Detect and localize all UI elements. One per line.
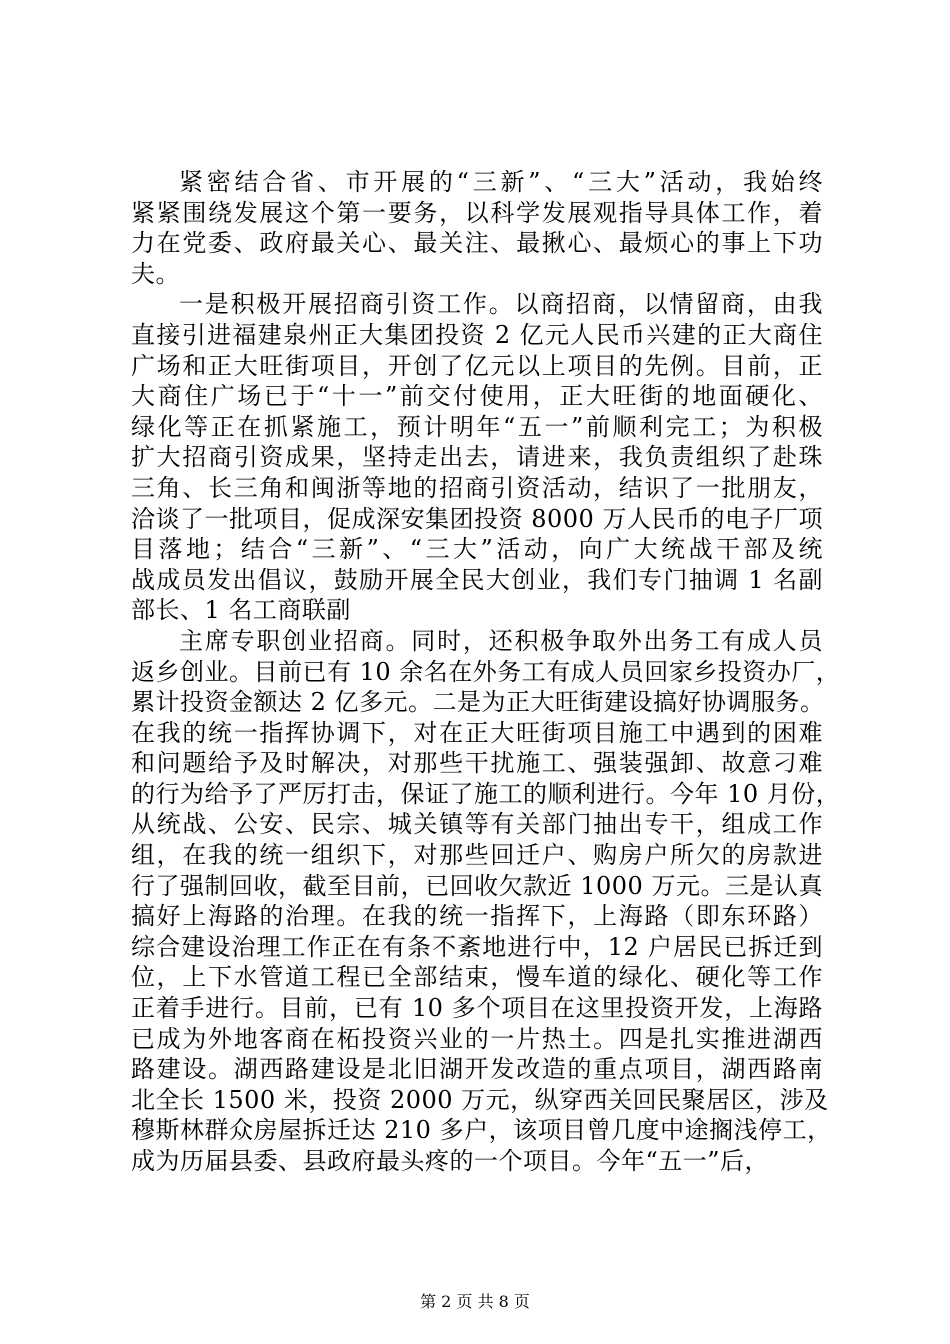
text-line: 部长、1 名工商联副 [131,596,351,625]
text-line: 已成为外地客商在柘投资兴业的一片热土。四是扎实推进湖西 [131,1024,823,1053]
text-line: 广场和正大旺街项目，开创了亿元以上项目的先例。目前，正 [131,351,823,380]
text-line: 穆斯林群众房屋拆迁达 210 多户，该项目曾几度中途搁浅停工， [131,1116,832,1145]
paragraph [131,626,841,1177]
text-line: 从统战、公安、民宗、城关镇等有关部门抽出专干，组成工作 [131,810,823,839]
text-line: 主席专职创业招商。同时，还积极争取外出务工有成人员 [179,626,823,655]
text-line: 绿化等正在抓紧施工，预计明年“五一”前顺利完工；为积极 [131,412,823,441]
text-line: 搞好上海路的治理。在我的统一指挥下，上海路（即东环路） [131,902,823,931]
body-text [131,167,841,1177]
text-line: 返乡创业。目前已有 10 余名在外务工有成人员回家乡投资办厂， [131,657,841,686]
paragraph [131,167,823,289]
text-line: 洽谈了一批项目，促成深安集团投资 8000 万人民币的电子厂项 [131,504,823,533]
text-line: 战成员发出倡议，鼓励开展全民大创业，我们专门抽调 1 名副 [131,565,823,594]
paragraph [131,289,823,626]
text-line: 一是积极开展招商引资工作。以商招商，以情留商，由我 [179,290,823,319]
text-line: 大商住广场已于“十一”前交付使用，正大旺街的地面硬化、 [131,382,823,411]
text-line: 力在党委、政府最关心、最关注、最揪心、最烦心的事上下功 [131,229,823,258]
text-line: 行了强制回收，截至目前，已回收欠款近 1000 万元。三是认真 [131,871,823,900]
text-line: 在我的统一指挥协调下，对在正大旺街项目施工中遇到的困难 [131,718,823,747]
text-line: 累计投资金额达 2 亿多元。二是为正大旺街建设搞好协调服务。 [131,688,825,717]
text-line: 三角、长三角和闽浙等地的招商引资活动，结识了一批朋友， [131,473,823,502]
text-line: 综合建设治理工作正在有条不紊地进行中，12 户居民已拆迁到 [131,932,823,961]
text-line: 组，在我的统一组织下，对那些回迁户、购房户所欠的房款进 [131,841,823,870]
text-line: 北全长 1500 米，投资 2000 万元，纵穿西关回民聚居区，涉及 [131,1085,829,1114]
text-line: 的行为给予了严厉打击，保证了施工的顺利进行。今年 10 月份， [131,779,841,808]
page-footer: 第 2 页 共 8 页 [420,1292,530,1311]
text-line: 紧紧围绕发展这个第一要务，以科学发展观指导具体工作，着 [131,198,823,227]
text-line: 位，上下水管道工程已全部结束，慢车道的绿化、硬化等工作 [131,963,823,992]
text-line: 目落地；结合“三新”、“三大”活动，向广大统战干部及统 [131,535,823,564]
text-line: 扩大招商引资成果，坚持走出去，请进来，我负责组织了赴珠 [131,443,823,472]
text-line: 夫。 [131,259,180,288]
text-line: 正着手进行。目前，已有 10 多个项目在这里投资开发，上海路 [131,994,823,1023]
text-line: 和问题给予及时解决，对那些干扰施工、强装强卸、故意刁难 [131,749,823,778]
text-line: 路建设。湖西路建设是北旧湖开发改造的重点项目，湖西路南 [131,1055,823,1084]
text-line: 直接引进福建泉州正大集团投资 2 亿元人民币兴建的正大商住 [131,320,823,349]
text-line: 紧密结合省、市开展的“三新”、“三大”活动，我始终 [179,168,823,196]
text-line: 成为历届县委、县政府最头疼的一个项目。今年“五一”后， [131,1147,770,1175]
